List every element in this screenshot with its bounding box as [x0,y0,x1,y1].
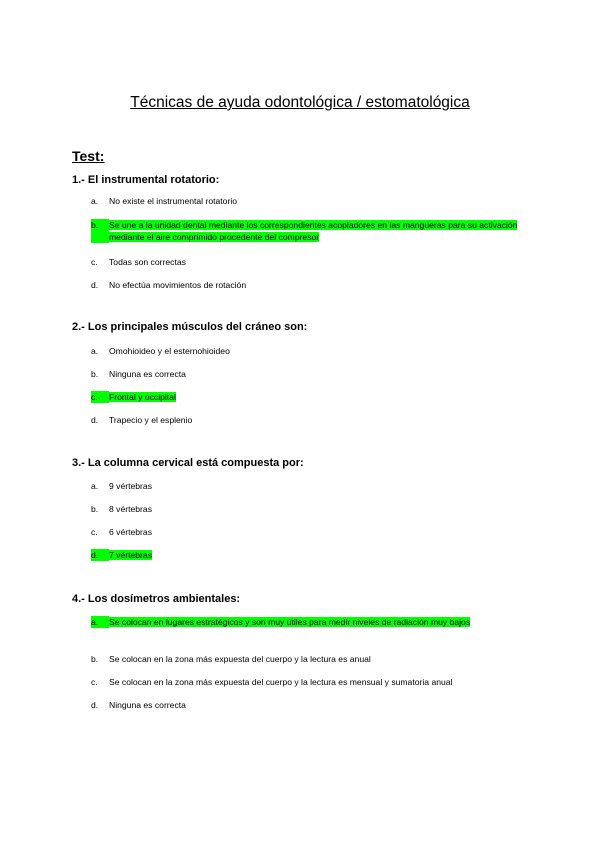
option-text: No existe el instrumental rotatorio [109,196,238,206]
option-letter: d. [91,280,99,290]
option-letter: d. [91,549,109,561]
option-text: Se colocan en lugares estratégicos y son muy útiles para medir niveles de radiación muy bajos [109,617,471,627]
option-letter: b. [91,369,99,379]
option-letter: a. [91,346,99,356]
option-text: 9 vértebras [109,481,152,491]
option-text: Todas son correctas [109,257,186,267]
question-2: 2.- Los principales músculos del cráneo son: [72,321,308,333]
option-text: Omohioideo y el esternohioideo [109,346,230,356]
option-text: Se colocan en la zona más expuesta del cuerpo y la lectura es anual [109,654,371,664]
question-3-option-b [91,503,531,515]
question-1-option-d [91,279,531,291]
option-letter: c. [91,257,98,267]
option-text: 6 vértebras [109,527,152,537]
option-letter: a. [91,481,99,491]
question-1: 1.- El instrumental rotatorio: [72,174,220,186]
question-4-option-c [91,676,531,688]
option-letter: a. [91,616,109,628]
question-2-option-c [91,391,531,403]
question-3: 3.- La columna cervical está compuesta por: [72,457,304,469]
option-letter: a. [91,196,99,206]
option-letter: b. [91,654,99,664]
option-letter: d. [91,700,99,710]
question-4-option-b [91,653,531,665]
question-1-option-c [91,256,531,268]
option-text: Se colocan en la zona más expuesta del cuerpo y la lectura es mensual y sumatoria anual [109,677,453,687]
question-4: 4.- Los dosímetros ambientales: [72,593,241,605]
question-3-option-d [91,549,531,561]
question-3-option-a [91,480,531,492]
option-text: Ninguna es correcta [109,369,186,379]
question-4-option-d [91,699,531,711]
option-text: Se une a la unidad dental mediante los correspondientes acopladores en las mangueras para su activación mediante el aire comprimido procedente del compresor [109,220,518,242]
test-label: Test: [72,148,105,164]
option-letter: c. [91,391,109,403]
option-letter: c. [91,677,98,687]
question-2-option-b [91,368,531,380]
option-text: No efectúa movimientos de rotación [109,280,247,290]
question-3-option-c [91,526,531,538]
question-1-option-a [91,195,531,207]
option-letter: b. [91,219,109,243]
question-2-option-a [91,345,531,357]
question-2-option-d [91,414,531,426]
option-text: 8 vértebras [109,504,152,514]
option-letter: c. [91,527,98,537]
question-4-option-a [91,616,531,628]
option-text: Frontal y occipital [109,392,176,402]
option-letter: d. [91,415,99,425]
question-1-option-b [91,219,531,243]
option-text: 7 vértebras [109,550,152,560]
document-title: Técnicas de ayuda odontológica / estomatológica [130,94,470,111]
option-text: Trapecio y el esplenio [109,415,193,425]
option-letter: b. [91,504,99,514]
option-text: Ninguna es correcta [109,700,186,710]
